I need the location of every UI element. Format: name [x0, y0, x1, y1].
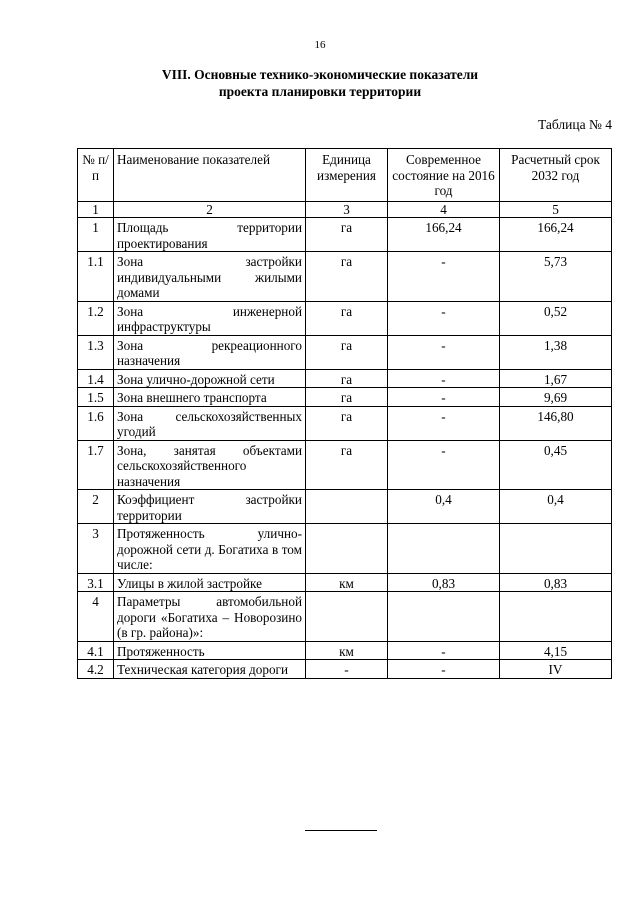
- unit-cell: км: [306, 641, 388, 660]
- planned-value: 1,67: [500, 369, 612, 388]
- unit-cell: [306, 592, 388, 642]
- planned-value: 166,24: [500, 218, 612, 252]
- indicators-table: [77, 148, 612, 679]
- row-number: 4: [78, 592, 114, 642]
- section-title: [0, 66, 640, 100]
- current-value: 0,83: [388, 573, 500, 592]
- row-number: 1.2: [78, 301, 114, 335]
- header-unit: Единица измерения: [306, 149, 388, 202]
- indicator-name: Зона, занятая объектами сельскохозяйственного назначения: [114, 440, 306, 490]
- header-num: № п/п: [78, 149, 114, 202]
- section-title-line-1: VIII. Основные технико-экономические показатели: [161, 67, 479, 82]
- planned-value: IV: [500, 660, 612, 679]
- unit-cell: га: [306, 252, 388, 302]
- table-row: [78, 301, 612, 335]
- header-planned: Расчетный срок 2032 год: [500, 149, 612, 202]
- planned-value: 4,15: [500, 641, 612, 660]
- planned-value: 0,52: [500, 301, 612, 335]
- section-title-line-2: проекта планировки территории: [218, 84, 422, 99]
- current-value: -: [388, 369, 500, 388]
- indicator-name: Зона внешнего транспорта: [114, 388, 306, 407]
- current-value: -: [388, 660, 500, 679]
- unit-cell: га: [306, 301, 388, 335]
- current-value: -: [388, 406, 500, 440]
- current-value: -: [388, 252, 500, 302]
- unit-cell: -: [306, 660, 388, 679]
- row-number: 3: [78, 524, 114, 574]
- planned-value: [500, 524, 612, 574]
- current-value: 0,4: [388, 490, 500, 524]
- table-row: [78, 592, 612, 642]
- table-row: [78, 369, 612, 388]
- planned-value: 146,80: [500, 406, 612, 440]
- table-row: [78, 524, 612, 574]
- unit-cell: га: [306, 388, 388, 407]
- indicator-name: Зона сельскохозяйственных угодий: [114, 406, 306, 440]
- unit-cell: [306, 524, 388, 574]
- column-number: 3: [306, 201, 388, 218]
- planned-value: 9,69: [500, 388, 612, 407]
- indicator-name: Зона улично-дорожной сети: [114, 369, 306, 388]
- page-number: 16: [314, 39, 326, 51]
- table-row: [78, 573, 612, 592]
- footer-rule: [305, 830, 377, 831]
- unit-cell: га: [306, 369, 388, 388]
- indicator-name: Улицы в жилой застройке: [114, 573, 306, 592]
- row-number: 1.4: [78, 369, 114, 388]
- row-number: 1.1: [78, 252, 114, 302]
- indicator-name: Техническая категория дороги: [114, 660, 306, 679]
- row-number: 1.5: [78, 388, 114, 407]
- column-number: 4: [388, 201, 500, 218]
- planned-value: 1,38: [500, 335, 612, 369]
- row-number: 1.3: [78, 335, 114, 369]
- current-value: -: [388, 641, 500, 660]
- table-row: [78, 641, 612, 660]
- row-number: 1.7: [78, 440, 114, 490]
- column-number: 1: [78, 201, 114, 218]
- planned-value: [500, 592, 612, 642]
- current-value: 166,24: [388, 218, 500, 252]
- table-row: [78, 252, 612, 302]
- planned-value: 0,45: [500, 440, 612, 490]
- row-number: 2: [78, 490, 114, 524]
- table-row: [78, 490, 612, 524]
- table-row: [78, 660, 612, 679]
- column-number: 2: [114, 201, 306, 218]
- unit-cell: га: [306, 440, 388, 490]
- indicator-name: Протяженность улично-дорожной сети д. Богатиха в том числе:: [114, 524, 306, 574]
- header-row: [78, 149, 612, 202]
- planned-value: 0,83: [500, 573, 612, 592]
- indicator-name: Протяженность: [114, 641, 306, 660]
- current-value: [388, 524, 500, 574]
- row-number: 4.1: [78, 641, 114, 660]
- table-row: [78, 218, 612, 252]
- unit-cell: га: [306, 335, 388, 369]
- indicator-name: Площадь территории проектирования: [114, 218, 306, 252]
- unit-cell: га: [306, 218, 388, 252]
- unit-cell: га: [306, 406, 388, 440]
- current-value: [388, 592, 500, 642]
- column-numbers-row: [78, 201, 612, 218]
- unit-cell: [306, 490, 388, 524]
- unit-cell: км: [306, 573, 388, 592]
- table-row: [78, 388, 612, 407]
- table-caption: Таблица № 4: [538, 117, 612, 132]
- row-number: 3.1: [78, 573, 114, 592]
- indicator-name: Зона инженерной инфраструктуры: [114, 301, 306, 335]
- current-value: -: [388, 301, 500, 335]
- table-row: [78, 406, 612, 440]
- row-number: 1.6: [78, 406, 114, 440]
- indicator-name: Коэффициент застройки территории: [114, 490, 306, 524]
- indicator-name: Параметры автомобильной дороги «Богатиха – Новорозино (в гр. района)»:: [114, 592, 306, 642]
- row-number: 4.2: [78, 660, 114, 679]
- indicator-name: Зона застройки индивидуальными жилыми домами: [114, 252, 306, 302]
- indicator-name: Зона рекреационного назначения: [114, 335, 306, 369]
- table-body: [78, 218, 612, 679]
- current-value: -: [388, 440, 500, 490]
- current-value: -: [388, 388, 500, 407]
- header-name: Наименование показателей: [114, 149, 306, 202]
- header-current: Современное состояние на 2016 год: [388, 149, 500, 202]
- row-number: 1: [78, 218, 114, 252]
- planned-value: 5,73: [500, 252, 612, 302]
- current-value: -: [388, 335, 500, 369]
- table-row: [78, 440, 612, 490]
- table-row: [78, 335, 612, 369]
- column-number: 5: [500, 201, 612, 218]
- planned-value: 0,4: [500, 490, 612, 524]
